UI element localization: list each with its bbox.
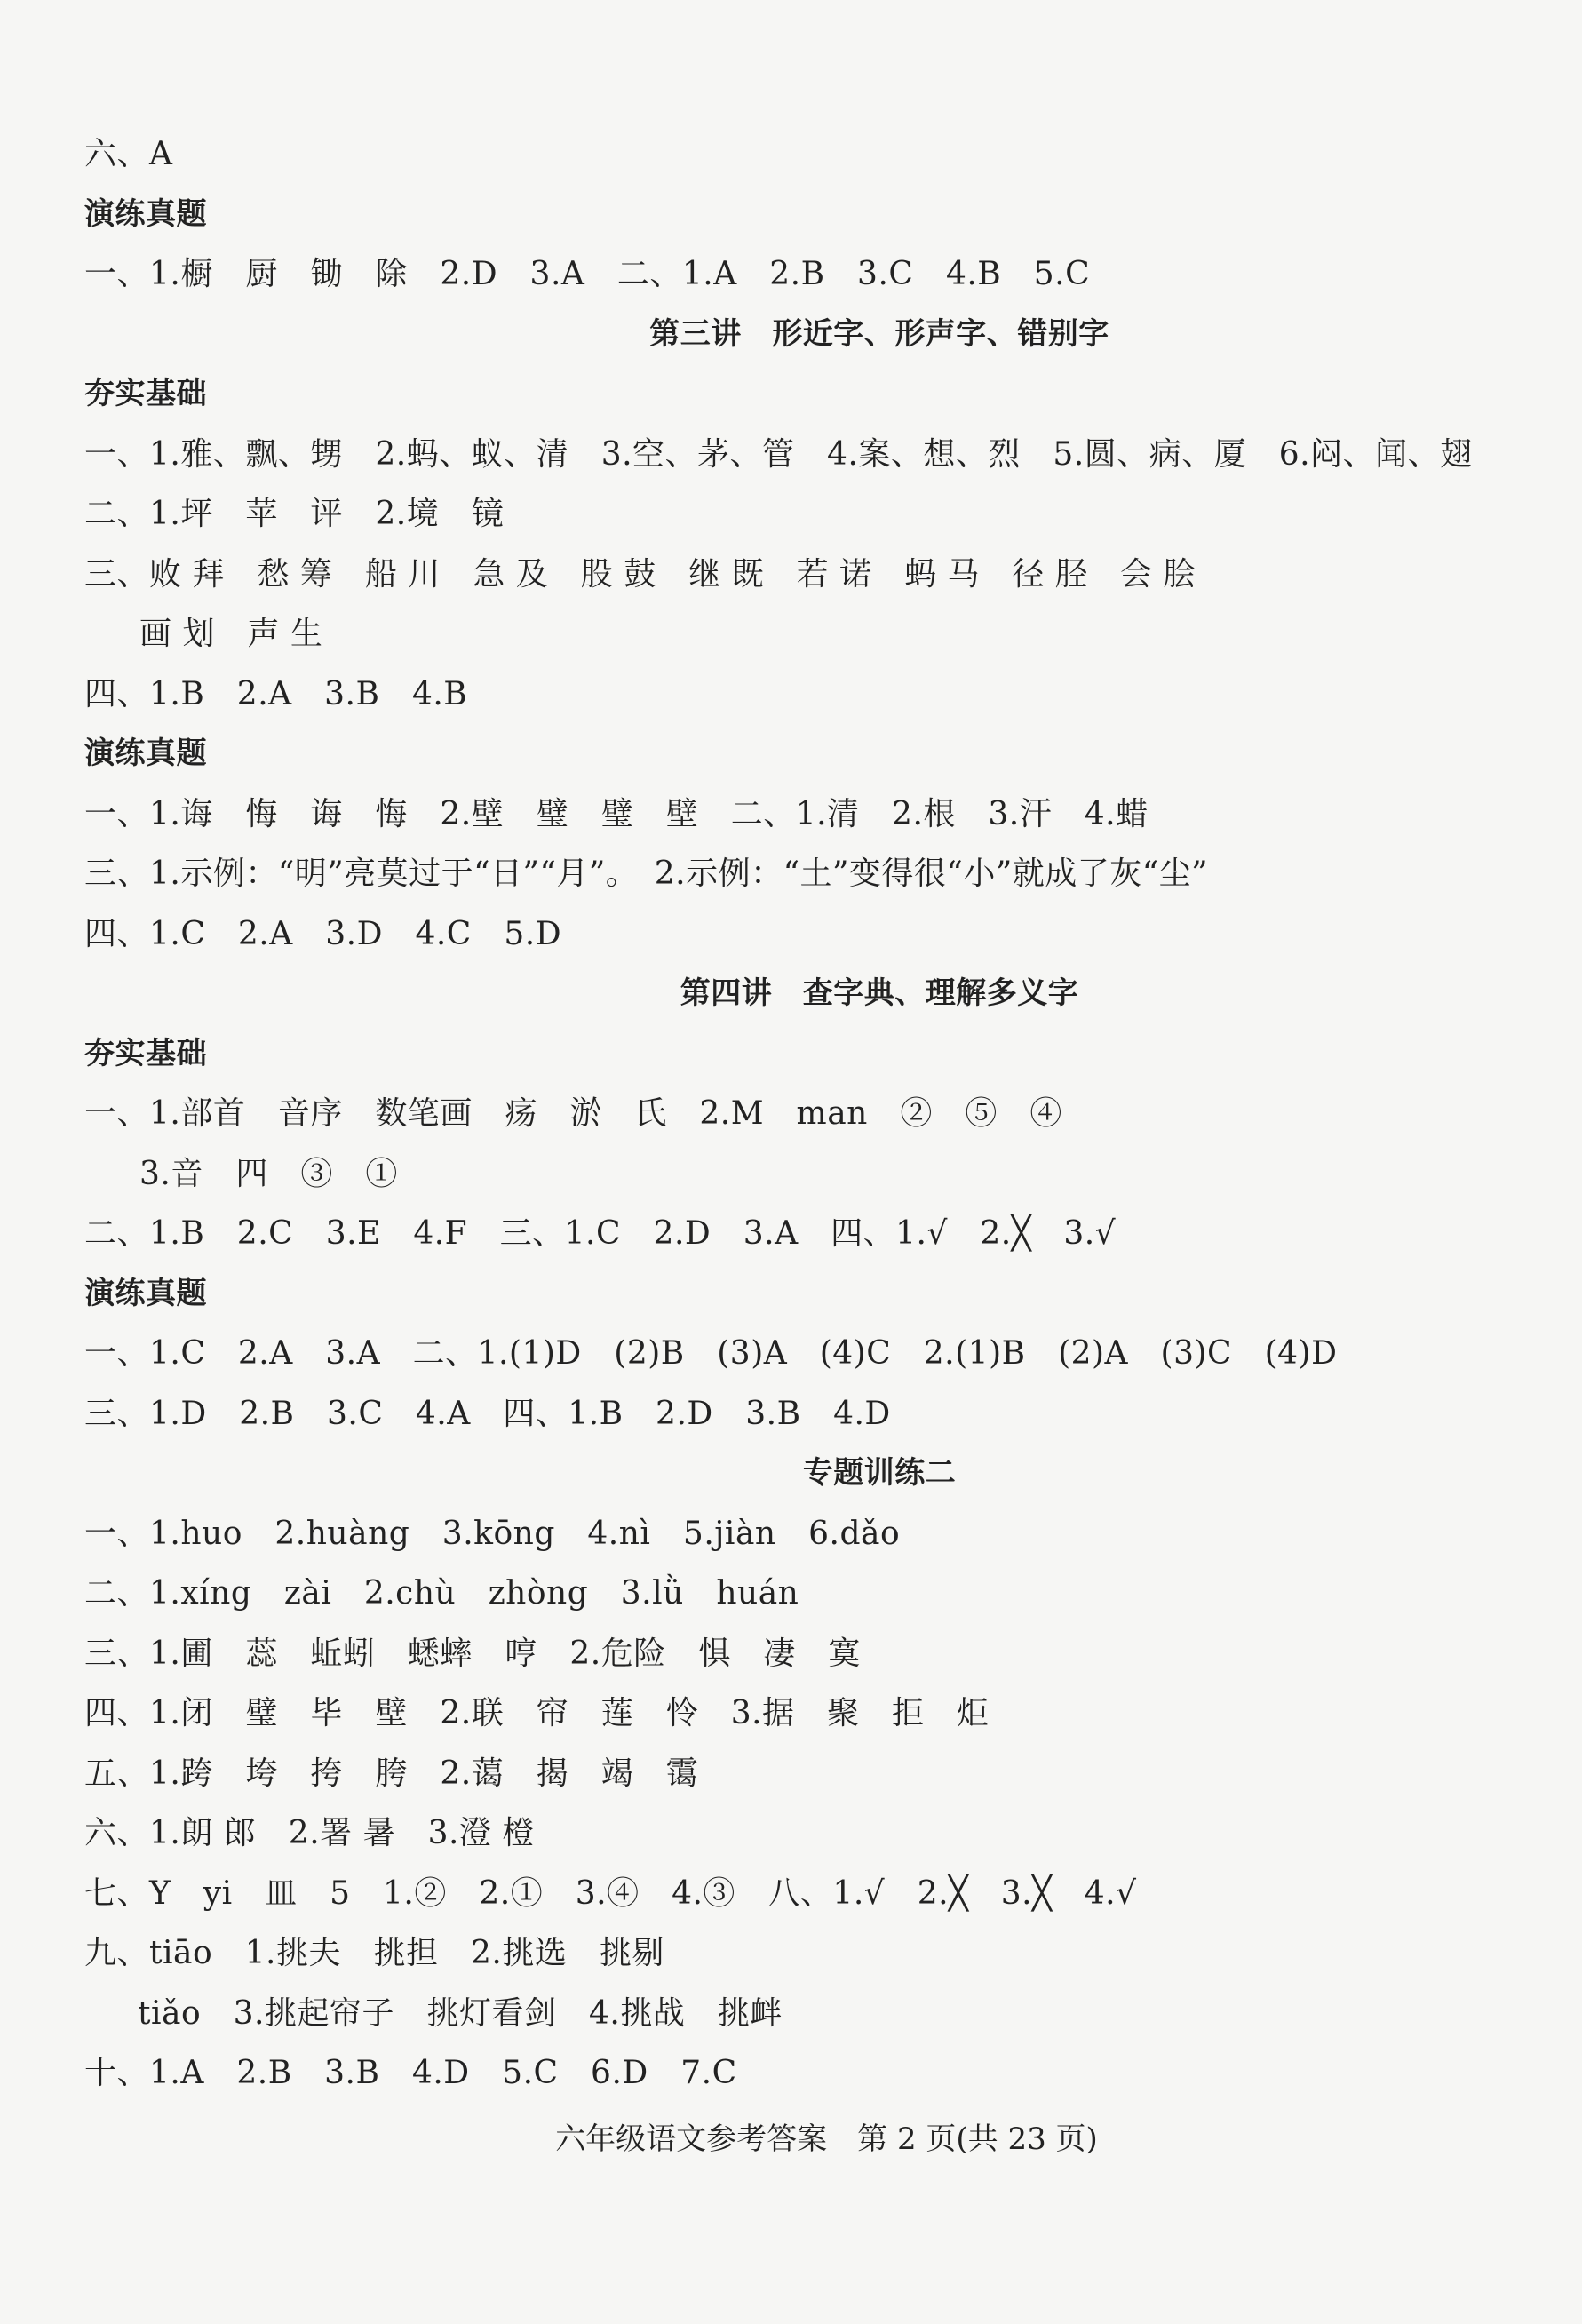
answer-line: 六、A (84, 136, 173, 172)
answer-line: 三、败 拜 愁 筹 船 川 急 及 股 鼓 继 既 若 诺 蚂 马 径 胫 会 脍 (84, 555, 1196, 593)
section-heading: 夯实基础 (84, 1035, 207, 1071)
answer-line: 四、1.B 2.A 3.B 4.B (84, 675, 468, 712)
section-heading: 演练真题 (84, 1275, 207, 1311)
answer-line: 十、1.A 2.B 3.B 4.D 5.C 6.D 7.C (84, 2055, 737, 2091)
answer-line: 五、1.跨 垮 挎 胯 2.蔼 揭 竭 霭 (84, 1755, 699, 1792)
answer-line: 一、1.诲 悔 诲 悔 2.壁 璧 璧 壁 二、1.清 2.根 3.汗 4.蜡 (84, 795, 1149, 832)
answer-line: 九、tiāo 1.挑夫 挑担 2.挑选 挑剔 (84, 1935, 664, 1971)
answer-line: 一、1.部首 音序 数笔画 疡 淤 氏 2.M man ② ⑤ ④ (84, 1095, 1062, 1132)
answer-line: tiǎo 3.挑起帘子 挑灯看剑 4.挑战 挑衅 (138, 1994, 783, 2032)
answer-line: 一、1.橱 厨 锄 除 2.D 3.A 二、1.A 2.B 3.C 4.B 5.C (84, 256, 1091, 292)
answer-line: 三、1.圃 蕊 蚯蚓 蟋蟀 哼 2.危险 惧 凄 寞 (84, 1635, 861, 1672)
lesson-title: 第三讲 形近字、形声字、错别字 (649, 315, 1109, 352)
answer-line: 一、1.huo 2.huàng 3.kōng 4.nì 5.jiàn 6.dǎo (84, 1515, 901, 1552)
answer-line: 三、1.D 2.B 3.C 4.A 四、1.B 2.D 3.B 4.D (84, 1395, 891, 1432)
answer-line: 二、1.坪 苹 评 2.境 镜 (84, 496, 505, 532)
answer-line: 一、1.雅、飘、甥 2.蚂、蚁、清 3.空、茅、管 4.案、想、烈 5.圆、病、厦 6.闷、闻、翅 (84, 435, 1473, 473)
answer-line: 一、1.C 2.A 3.A 二、1.(1)D (2)B (3)A (4)C 2.(1)B (2)A (3)C (4)D (84, 1335, 1338, 1372)
answer-line: 四、1.闭 璧 毕 壁 2.联 帘 莲 怜 3.据 聚 拒 炬 (84, 1695, 990, 1731)
page-footer: 六年级语文参考答案 第 2 页(共 23 页) (555, 2121, 1098, 2157)
answer-line: 二、1.B 2.C 3.E 4.F 三、1.C 2.D 3.A 四、1.√ 2.╳ 3.√ (84, 1215, 1117, 1252)
section-heading: 夯实基础 (84, 376, 207, 411)
answer-line: 二、1.xíng zài 2.chù zhòng 3.lǜ huán (84, 1575, 799, 1612)
lesson-title: 第四讲 查字典、理解多义字 (680, 975, 1079, 1011)
answer-line: 画 划 声 生 (139, 616, 323, 652)
section-heading: 演练真题 (84, 195, 207, 232)
lesson-title: 专题训练二 (802, 1455, 957, 1491)
answer-line: 七、Y yi 皿 5 1.② 2.① 3.④ 4.③ 八、1.√ 2.╳ 3.╳ 4.√ (84, 1874, 1137, 1912)
answer-line: 3.音 四 ③ ① (139, 1155, 398, 1192)
answer-line: 四、1.C 2.A 3.D 4.C 5.D (84, 915, 562, 952)
section-heading: 演练真题 (84, 736, 207, 771)
answer-line: 六、1.朗 郎 2.署 暑 3.澄 橙 (84, 1815, 535, 1851)
answer-line: 三、1.示例：“明”亮莫过于“日”“月”。 2.示例：“土”变得很“小”就成了灰“尘” (84, 856, 1209, 892)
answer-content (84, 124, 1514, 2104)
